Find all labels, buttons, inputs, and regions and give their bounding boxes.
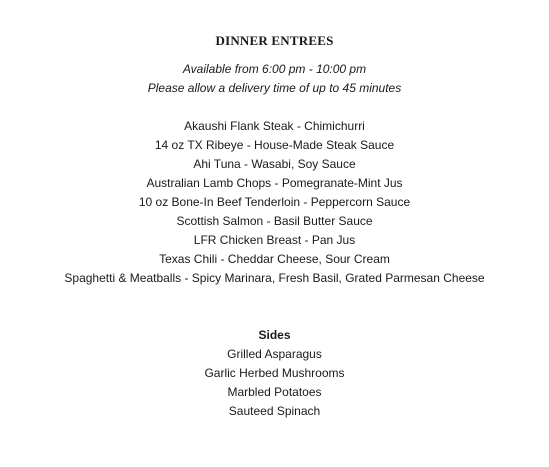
entree-item: Texas Chili - Cheddar Cheese, Sour Cream (159, 252, 390, 266)
side-item: Grilled Asparagus (227, 347, 322, 361)
side-item: Marbled Potatoes (227, 385, 322, 399)
availability-note: Available from 6:00 pm - 10:00 pm (182, 62, 367, 76)
entree-item: Australian Lamb Chops - Pomegranate-Mint Jus (146, 176, 403, 190)
menu-title: DINNER ENTREES (215, 33, 334, 48)
entree-item: Spaghetti & Meatballs - Spicy Marinara, Fresh Basil, Grated Parmesan Cheese (64, 271, 485, 285)
side-item: Garlic Herbed Mushrooms (204, 366, 345, 380)
entree-item: Akaushi Flank Steak - Chimichurri (184, 119, 365, 133)
delivery-note: Please allow a delivery time of up to 45 minutes (147, 81, 402, 95)
menu-document (0, 32, 549, 421)
entree-item: 14 oz TX Ribeye - House-Made Steak Sauce (154, 138, 395, 152)
entree-item: LFR Chicken Breast - Pan Jus (193, 233, 356, 247)
entree-item: 10 oz Bone-In Beef Tenderloin - Peppercorn Sauce (138, 195, 411, 209)
sides-heading: Sides (258, 328, 291, 342)
sides-list (0, 345, 549, 421)
entree-item: Scottish Salmon - Basil Butter Sauce (176, 214, 373, 228)
entree-item: Ahi Tuna - Wasabi, Soy Sauce (193, 157, 356, 171)
entree-list (0, 117, 549, 288)
side-item: Sauteed Spinach (228, 404, 321, 418)
